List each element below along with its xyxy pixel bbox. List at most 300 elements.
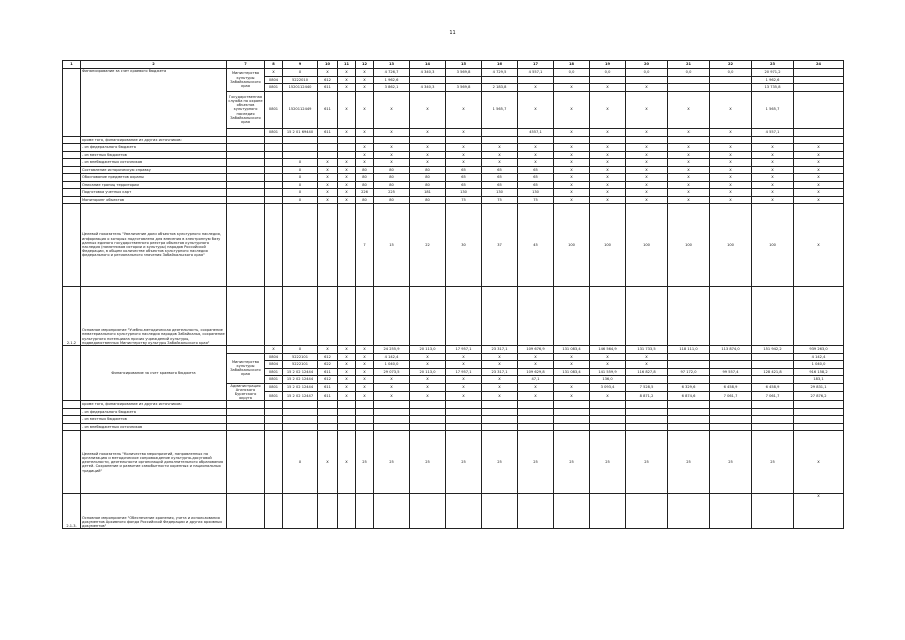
table-cell	[356, 494, 374, 529]
table-cell: 80	[356, 174, 374, 182]
table-cell: 27 876,2	[794, 392, 844, 401]
table-cell: Х	[626, 159, 668, 167]
table-cell	[227, 189, 265, 197]
table-cell: Х	[710, 166, 752, 174]
table-cell: Х	[482, 144, 518, 152]
table-cell: Х	[710, 159, 752, 167]
table-cell: Х	[356, 128, 374, 136]
column-header: 20	[626, 61, 668, 69]
table-cell: Х	[338, 346, 356, 354]
column-header: 8	[265, 61, 283, 69]
table-cell: 0801	[265, 91, 283, 128]
table-cell	[752, 353, 794, 361]
table-cell: 939 263,0	[794, 346, 844, 354]
table-cell	[794, 128, 844, 136]
table-cell	[590, 423, 626, 431]
table-cell	[446, 416, 482, 424]
table-cell: 15 2 02 12444	[283, 383, 318, 392]
table-cell	[283, 423, 318, 431]
table-cell: Х	[590, 166, 626, 174]
table-cell	[227, 494, 265, 529]
table-cell: Х	[446, 376, 482, 384]
table-cell	[482, 401, 518, 409]
table-cell: Х	[554, 159, 590, 167]
table-cell: 65	[482, 174, 518, 182]
table-cell	[227, 144, 265, 152]
table-cell: 226	[356, 189, 374, 197]
table-cell: Х	[318, 166, 338, 174]
table-cell: Х	[554, 383, 590, 392]
table-cell: Х	[752, 151, 794, 159]
table-cell	[794, 416, 844, 424]
table-cell: 80	[410, 181, 446, 189]
table-cell: Х	[410, 383, 446, 392]
table-cell: 118 111,0	[668, 346, 710, 354]
table-cell: 5222010	[283, 76, 318, 84]
table-row	[63, 408, 844, 416]
table-cell	[63, 423, 81, 431]
table-cell	[356, 423, 374, 431]
table-cell: 0804	[265, 76, 283, 84]
table-cell: 65	[518, 174, 554, 182]
table-cell	[482, 416, 518, 424]
table-cell: Х	[338, 196, 356, 204]
table-cell	[668, 416, 710, 424]
table-cell: Х	[626, 361, 668, 369]
table-row	[63, 346, 844, 354]
table-cell: Х	[283, 346, 318, 354]
table-cell: Х	[446, 144, 482, 152]
table-cell: Х	[283, 189, 318, 197]
ministry-label: Министерство культуры Забайкальского края	[227, 69, 265, 92]
table-cell	[752, 423, 794, 431]
table-cell: Х	[668, 196, 710, 204]
table-cell: 0801	[265, 376, 283, 384]
table-cell	[63, 174, 81, 182]
table-cell: 65	[518, 166, 554, 174]
table-cell: 22	[410, 204, 446, 287]
table-cell: Х	[752, 181, 794, 189]
table-cell: Х	[338, 166, 356, 174]
table-cell: Х	[374, 392, 410, 401]
table-cell: 5222101	[283, 361, 318, 369]
table-cell	[283, 401, 318, 409]
table-cell: Х	[356, 84, 374, 92]
table-cell: 183,1	[794, 376, 844, 384]
table-cell: 7	[356, 204, 374, 287]
table-cell: Х	[626, 91, 668, 128]
table-cell: Х	[446, 361, 482, 369]
table-cell	[554, 416, 590, 424]
table-cell: Х	[518, 144, 554, 152]
table-cell: Х	[338, 392, 356, 401]
table-cell: 24 255,9	[374, 346, 410, 354]
table-cell: 4 729,5	[482, 69, 518, 77]
table-cell	[518, 416, 554, 424]
table-cell: Х	[356, 69, 374, 77]
table-cell: 116 827,8	[626, 368, 668, 376]
table-cell: Х	[338, 361, 356, 369]
table-cell	[668, 401, 710, 409]
table-cell	[590, 136, 626, 144]
table-cell: Х	[626, 166, 668, 174]
table-cell	[227, 166, 265, 174]
table-cell: 1 962,6	[374, 76, 410, 84]
table-row	[63, 494, 844, 529]
table-cell: 25	[590, 431, 626, 494]
table-cell	[410, 494, 446, 529]
table-cell: Х	[554, 84, 590, 92]
table-cell: 130	[482, 189, 518, 197]
table-cell	[710, 136, 752, 144]
table-cell: 109 676,9	[518, 346, 554, 354]
table-cell: 29 831,1	[794, 383, 844, 392]
table-cell: 25	[374, 431, 410, 494]
main-event-label: Основное мероприятие "Обеспечение хранения, учета и использования документов Архивного фонда Российской Федерации и других архивных документов"	[81, 494, 227, 529]
table-cell	[283, 136, 318, 144]
table-cell: Х	[318, 159, 338, 167]
table-cell: 611	[318, 368, 338, 376]
table-cell	[265, 174, 283, 182]
table-cell: Х	[338, 91, 356, 128]
table-cell: Х	[794, 196, 844, 204]
table-cell: 3 862,1	[374, 84, 410, 92]
table-cell	[668, 408, 710, 416]
table-cell	[668, 287, 710, 346]
table-cell: Х	[482, 159, 518, 167]
table-cell: 1 565,7	[482, 91, 518, 128]
table-cell	[265, 166, 283, 174]
table-cell: Х	[794, 151, 844, 159]
table-cell: Х	[626, 144, 668, 152]
table-cell: 97 172,0	[668, 368, 710, 376]
table-cell: Х	[410, 392, 446, 401]
table-cell	[794, 401, 844, 409]
table-cell: Х	[554, 181, 590, 189]
column-header: 24	[794, 61, 844, 69]
page-number: 11	[449, 30, 456, 36]
table-cell: Х	[374, 144, 410, 152]
table-cell: 3 569,8	[446, 84, 482, 92]
table-cell: Х	[626, 151, 668, 159]
table-cell: Х	[794, 144, 844, 152]
table-cell: 99 557,4	[710, 368, 752, 376]
table-cell	[710, 423, 752, 431]
table-cell	[356, 408, 374, 416]
table-cell	[482, 494, 518, 529]
table-cell	[752, 408, 794, 416]
table-cell	[710, 401, 752, 409]
activity-label: Мониторинг объектов	[81, 196, 227, 204]
table-cell	[265, 196, 283, 204]
table-cell: Х	[410, 151, 446, 159]
table-cell: Х	[554, 361, 590, 369]
table-cell	[626, 401, 668, 409]
table-cell	[794, 76, 844, 84]
table-cell: 47,1	[518, 376, 554, 384]
table-cell: 1 565,7	[752, 91, 794, 128]
table-cell: 80	[356, 196, 374, 204]
table-cell	[554, 401, 590, 409]
table-cell: Х	[710, 196, 752, 204]
column-header: 16	[482, 61, 518, 69]
table-cell: Х	[554, 353, 590, 361]
column-header: 9	[283, 61, 318, 69]
table-cell: 1 040,0	[794, 361, 844, 369]
table-cell: 5222101	[283, 353, 318, 361]
table-cell: 0,0	[554, 69, 590, 77]
table-cell: 100	[590, 204, 626, 287]
table-row	[63, 69, 844, 77]
table-cell: 181	[410, 189, 446, 197]
table-cell: Х	[283, 196, 318, 204]
table-cell	[626, 287, 668, 346]
table-cell: Х	[590, 144, 626, 152]
table-cell	[265, 189, 283, 197]
table-cell	[410, 287, 446, 346]
table-cell	[63, 408, 81, 416]
table-cell: 75	[446, 196, 482, 204]
table-cell	[446, 287, 482, 346]
table-cell: 65	[518, 181, 554, 189]
table-cell: 80	[374, 181, 410, 189]
table-cell: Х	[794, 166, 844, 174]
table-cell: 1 040,0	[374, 361, 410, 369]
target-indicator-label: Целевой показатель "Количество мероприятий, направленных на организацию и методическое сопровождение культурно-досуговой деятельности, деятельности организаций дополнительного образования детей. Сохранение и развитие самобытности коренных и национальных традиций"	[81, 431, 227, 494]
table-cell: Х	[265, 69, 283, 77]
table-cell: Х	[318, 346, 338, 354]
table-cell: Х	[554, 91, 590, 128]
table-cell: 80	[356, 181, 374, 189]
table-cell: Х	[518, 361, 554, 369]
table-cell	[356, 416, 374, 424]
table-cell	[338, 151, 356, 159]
table-cell: Х	[590, 151, 626, 159]
table-cell	[752, 361, 794, 369]
table-cell: Х	[374, 151, 410, 159]
table-cell: Х	[668, 166, 710, 174]
table-cell	[63, 69, 81, 137]
table-cell: 0,0	[668, 69, 710, 77]
table-cell: Х	[446, 353, 482, 361]
table-cell: Х	[374, 128, 410, 136]
table-cell: 130	[446, 189, 482, 197]
table-cell	[63, 189, 81, 197]
table-cell: 15	[374, 204, 410, 287]
table-cell: Х	[626, 181, 668, 189]
table-cell	[410, 136, 446, 144]
table-cell	[63, 136, 81, 144]
table-row	[63, 204, 844, 287]
table-cell	[590, 401, 626, 409]
table-cell	[668, 353, 710, 361]
table-cell: 1520112440	[283, 84, 318, 92]
table-cell	[63, 181, 81, 189]
table-cell	[265, 136, 283, 144]
table-cell: Х	[356, 151, 374, 159]
table-cell: 131 083,4	[554, 368, 590, 376]
table-cell: Х	[794, 189, 844, 197]
table-cell	[318, 136, 338, 144]
table-cell: Х	[554, 151, 590, 159]
table-cell	[590, 287, 626, 346]
table-cell	[710, 376, 752, 384]
table-cell: 25	[626, 431, 668, 494]
table-cell	[63, 144, 81, 152]
table-cell: Х	[710, 128, 752, 136]
table-cell	[668, 76, 710, 84]
table-cell: 0804	[265, 361, 283, 369]
table-cell: Х	[590, 353, 626, 361]
column-header: 23	[752, 61, 794, 69]
table-cell: Х	[482, 151, 518, 159]
table-cell	[446, 401, 482, 409]
table-cell: 0801	[265, 392, 283, 401]
table-cell: Х	[752, 159, 794, 167]
table-cell	[227, 401, 265, 409]
table-cell: 130	[518, 189, 554, 197]
table-cell: 8 871,2	[626, 392, 668, 401]
table-cell	[590, 408, 626, 416]
table-cell: 25	[446, 431, 482, 494]
table-cell: Х	[752, 144, 794, 152]
table-cell: Х	[338, 181, 356, 189]
table-cell: 0801	[265, 128, 283, 136]
table-cell: Х	[356, 144, 374, 152]
table-cell	[710, 416, 752, 424]
table-cell: Х	[626, 353, 668, 361]
table-cell	[752, 376, 794, 384]
table-cell: Х	[710, 174, 752, 182]
main-event-label: Основное мероприятие "Учебно-методическая деятельность, сохранение нематериального культурного наследия народов Забайкалья, сохранение культурного потенциала прочих учреждений культуры, подведомственных Министерству культуры Забайкальского края"	[81, 287, 227, 346]
table-cell: Х	[710, 91, 752, 128]
table-cell: Х	[356, 76, 374, 84]
table-cell: 4 340,3	[410, 69, 446, 77]
table-cell: 136,0	[590, 376, 626, 384]
table-cell	[710, 353, 752, 361]
table-cell	[446, 423, 482, 431]
table-cell: Х	[794, 159, 844, 167]
table-cell: 7 528,5	[626, 383, 668, 392]
table-cell: Х	[356, 376, 374, 384]
table-cell: Х	[283, 159, 318, 167]
table-row	[63, 166, 844, 174]
table-cell	[227, 408, 265, 416]
column-header: 14	[410, 61, 446, 69]
table-cell	[710, 408, 752, 416]
table-cell	[265, 151, 283, 159]
table-cell	[518, 423, 554, 431]
table-cell: 80	[410, 174, 446, 182]
table-cell: Х	[338, 69, 356, 77]
table-cell	[626, 408, 668, 416]
table-cell	[356, 401, 374, 409]
table-cell: Х	[710, 151, 752, 159]
table-cell: Х	[338, 128, 356, 136]
table-cell	[410, 416, 446, 424]
table-cell: Х	[626, 128, 668, 136]
table-cell	[668, 376, 710, 384]
table-cell	[265, 287, 283, 346]
table-cell: Х	[752, 166, 794, 174]
table-cell: 4 142,4	[374, 353, 410, 361]
table-cell	[626, 376, 668, 384]
table-cell: Х	[554, 144, 590, 152]
table-cell: Х	[283, 166, 318, 174]
table-cell: Х	[626, 174, 668, 182]
table-cell: Х	[590, 361, 626, 369]
table-cell: Х	[318, 181, 338, 189]
table-cell: Х	[410, 361, 446, 369]
table-cell	[283, 494, 318, 529]
table-cell	[63, 196, 81, 204]
item-number: 2.1.3.	[63, 494, 81, 529]
table-cell: Х	[338, 84, 356, 92]
table-cell: Х	[668, 174, 710, 182]
table-cell: Х	[482, 353, 518, 361]
table-cell	[338, 204, 356, 287]
table-cell: 20 971,2	[752, 69, 794, 77]
table-cell: Х	[338, 159, 356, 167]
table-cell: Х	[410, 353, 446, 361]
financing-label: Финансирование за счет краевого бюджета	[81, 346, 227, 401]
ministry-label: Министерство культуры Забайкальского края	[227, 353, 265, 383]
table-cell: Х	[626, 189, 668, 197]
table-cell	[554, 76, 590, 84]
table-cell: 25	[668, 431, 710, 494]
table-cell	[410, 423, 446, 431]
table-cell: 100	[710, 204, 752, 287]
table-cell	[482, 128, 518, 136]
item-number: 2.1.2	[63, 287, 81, 346]
table-cell	[63, 159, 81, 167]
table-cell: Х	[283, 69, 318, 77]
table-cell: 611	[318, 383, 338, 392]
table-cell	[283, 204, 318, 287]
table-cell	[518, 136, 554, 144]
table-cell: Х	[668, 181, 710, 189]
table-cell: Х	[554, 196, 590, 204]
table-cell	[518, 401, 554, 409]
table-cell: Х	[668, 144, 710, 152]
table-cell: 4557,1	[518, 128, 554, 136]
table-cell: 1520112449	[283, 91, 318, 128]
table-cell: 611	[318, 84, 338, 92]
activity-label: Описание границ территории	[81, 181, 227, 189]
table-cell: 45	[518, 204, 554, 287]
table-cell: 15 2 01 69440	[283, 128, 318, 136]
source-label: - из внебюджетных источников	[81, 423, 227, 431]
table-cell	[356, 287, 374, 346]
table-cell	[227, 151, 265, 159]
table-cell: Х	[356, 159, 374, 167]
table-cell	[338, 494, 356, 529]
table-cell: 23 317,1	[482, 346, 518, 354]
table-row	[63, 401, 844, 409]
table-cell: Х	[283, 174, 318, 182]
table-cell	[227, 287, 265, 346]
table-cell	[265, 431, 283, 494]
table-cell: 25	[518, 431, 554, 494]
table-cell	[338, 408, 356, 416]
table-cell: 611	[318, 91, 338, 128]
table-cell: 0,0	[710, 69, 752, 77]
table-cell	[318, 287, 338, 346]
table-cell: 6 329,6	[668, 383, 710, 392]
table-cell	[668, 361, 710, 369]
table-cell	[590, 76, 626, 84]
column-header: 7	[227, 61, 265, 69]
